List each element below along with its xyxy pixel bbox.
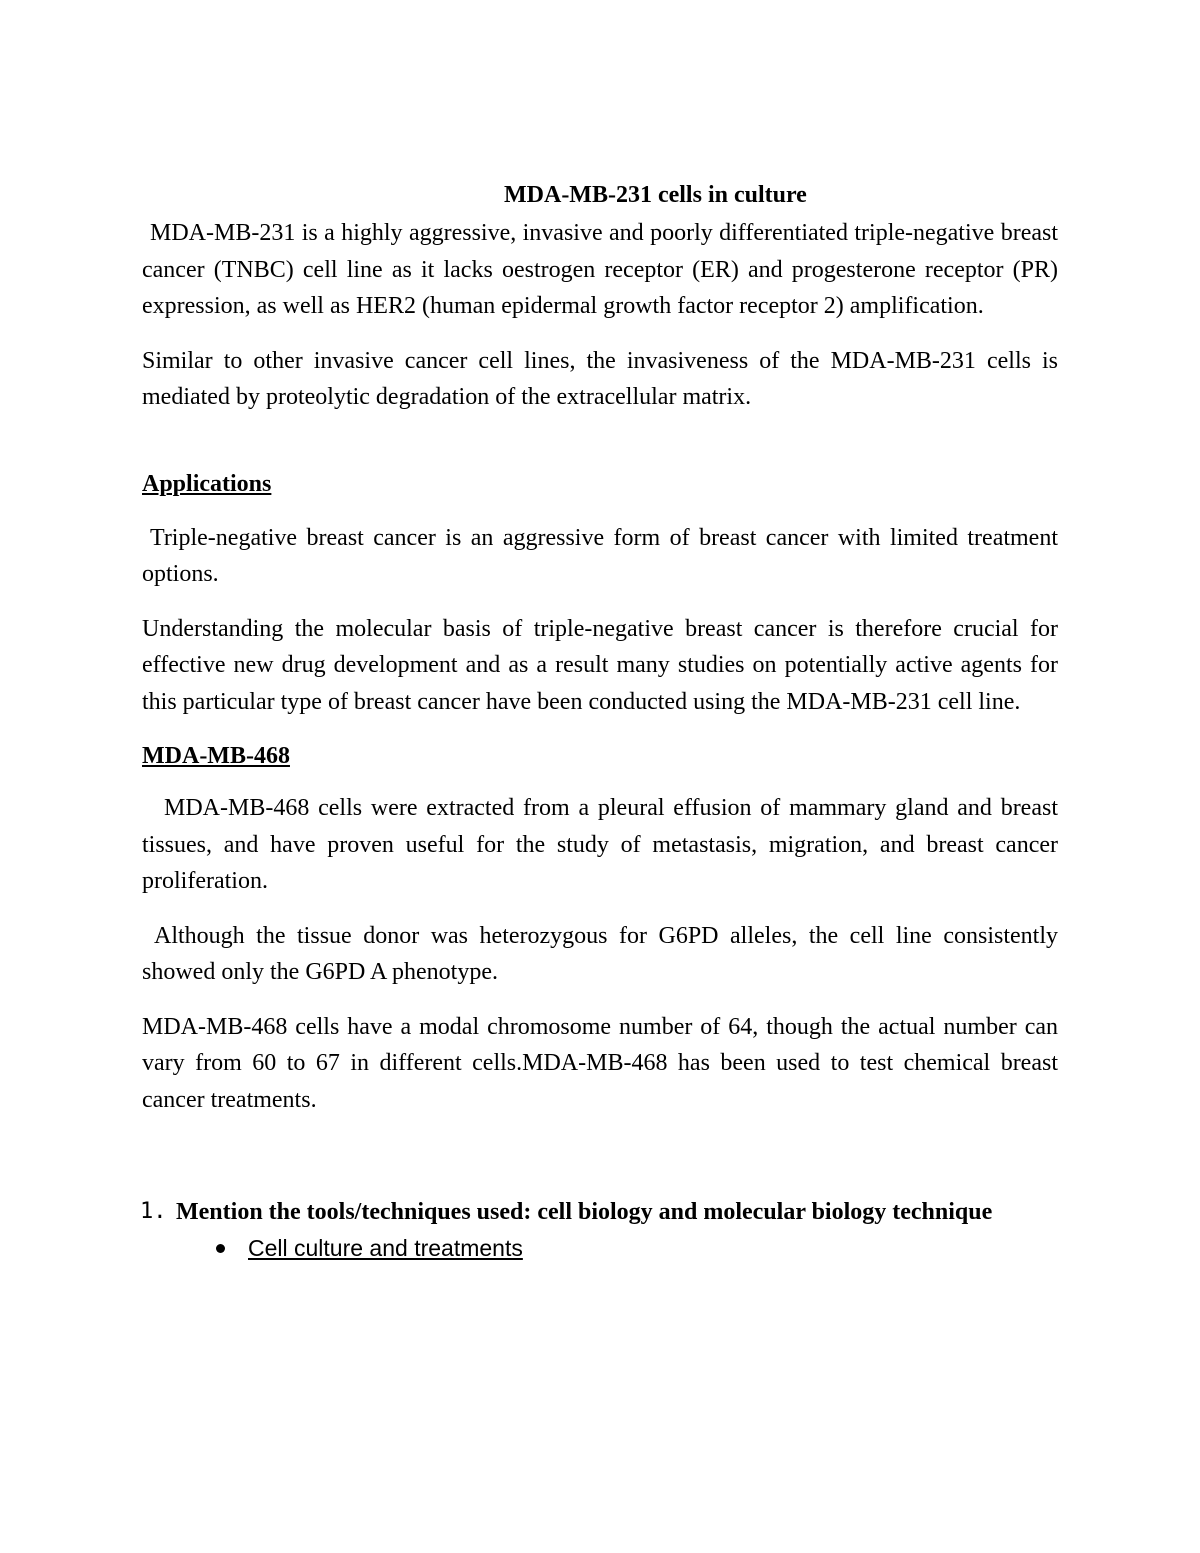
mda-mb-468-paragraph-2: Although the tissue donor was heterozygous for G6PD alleles, the cell line consistently showed only the G6PD A phenotype. <box>142 922 1058 985</box>
numbered-list-item <box>142 1194 1058 1230</box>
document-title: MDA-MB-231 cells in culture <box>504 182 807 208</box>
heading-gap <box>142 774 1058 790</box>
applications-heading: Applications <box>142 470 272 497</box>
bullet-icon <box>216 1244 225 1253</box>
applications-paragraph-2: Understanding the molecular basis of triple-negative breast cancer is therefore crucial for effective new drug development and as a result many studies on potentially active agents for this particular type of breast cancer have been conducted using the MDA-MB-231 cell line. <box>142 615 1058 715</box>
intro-paragraph-1: MDA-MB-231 is a highly aggressive, invasive and poorly differentiated triple-negative breast cancer (TNBC) cell line as it lacks oestrogen receptor (ER) and progesterone receptor (PR) expression, as well as HER2 (human epidermal growth factor receptor 2) amplification. <box>142 220 1058 319</box>
section-gap <box>142 1118 1058 1194</box>
heading-gap <box>142 502 1058 520</box>
section-gap <box>142 720 1058 738</box>
numbered-item-text: Mention the tools/techniques used: cell biology and molecular biology technique <box>176 1199 993 1225</box>
applications-paragraph-1: Triple-negative breast cancer is an aggressive form of breast cancer with limited treatment options. <box>142 524 1058 587</box>
mda-mb-468-paragraph-3: MDA-MB-468 cells have a modal chromosome number of 64, though the actual number can vary from 60 to 67 in different cells.MDA-MB-468 has been used to test chemical breast cancer treatments. <box>142 1013 1058 1113</box>
paragraph-gap <box>142 900 1058 918</box>
bullet-list-item <box>142 1230 1058 1266</box>
intro-paragraph-2: Similar to other invasive cancer cell lines, the invasiveness of the MDA-MB-231 cells is mediated by proteolytic degradation of the extracellular matrix. <box>142 347 1058 410</box>
mda-mb-468-heading: MDA-MB-468 <box>142 743 290 769</box>
section-gap <box>142 416 1058 466</box>
document-body <box>142 177 1058 1266</box>
list-number: 1. <box>140 1199 167 1224</box>
mda-mb-468-paragraph-1: MDA-MB-468 cells were extracted from a pleural effusion of mammary gland and breast tissues, and have proven useful for the study of metastasis, migration, and breast cancer proliferation. <box>142 795 1058 894</box>
paragraph-gap <box>142 325 1058 343</box>
paragraph-gap <box>142 593 1058 611</box>
bullet-item-text: Cell culture and treatments <box>248 1235 523 1261</box>
paragraph-gap <box>142 991 1058 1009</box>
